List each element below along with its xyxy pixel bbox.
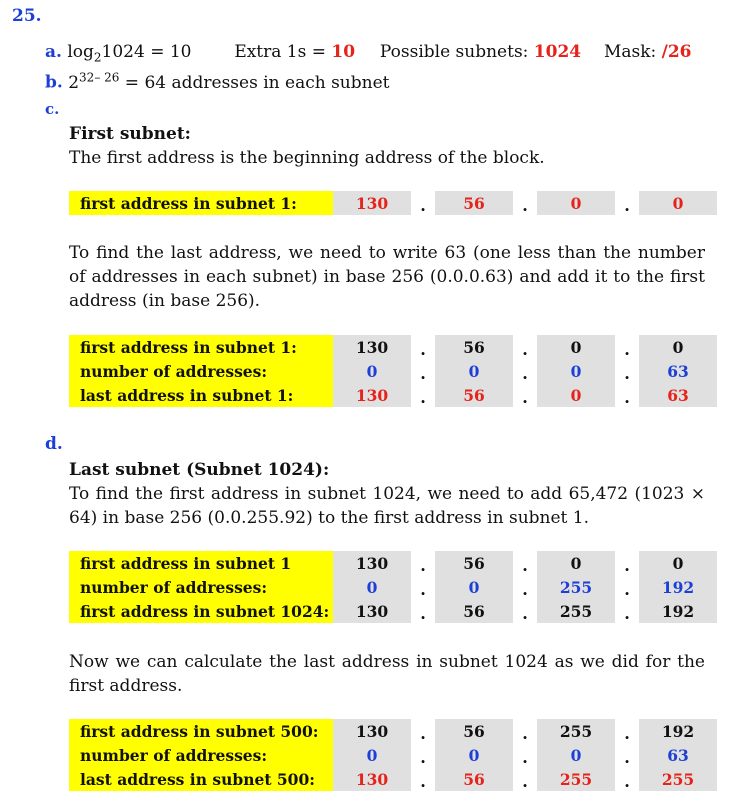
octet-4: 63 bbox=[639, 743, 717, 767]
table-d2 bbox=[69, 719, 717, 791]
octet-3: 0 bbox=[537, 743, 615, 767]
octet-4: 63 bbox=[639, 359, 717, 383]
octet-1: 0 bbox=[333, 359, 411, 383]
octet-separator: . bbox=[522, 364, 528, 383]
log-expression: $\log_21024 = 10$ bbox=[67, 42, 192, 65]
octet-2: 56 bbox=[435, 191, 513, 215]
octet-separator: . bbox=[624, 748, 630, 767]
octet-2: 56 bbox=[435, 383, 513, 407]
table-row bbox=[69, 575, 717, 599]
octet-separator: . bbox=[522, 388, 528, 407]
part-d-label: d. bbox=[45, 434, 63, 454]
table-row bbox=[69, 335, 717, 359]
octet-separator: . bbox=[624, 196, 630, 215]
octet-separator: . bbox=[522, 724, 528, 743]
octet-1: 130 bbox=[333, 383, 411, 407]
octet-3: 0 bbox=[537, 191, 615, 215]
part-c-heading: First subnet: bbox=[69, 124, 191, 144]
row-label: first address in subnet 1: bbox=[69, 335, 333, 359]
part-d-paragraph-2: Now we can calculate the last address in subnet 1024 as we did for the first address. bbox=[69, 652, 705, 696]
octet-separator: . bbox=[522, 604, 528, 623]
octet-separator: . bbox=[624, 772, 630, 791]
octet-1: 130 bbox=[333, 719, 411, 743]
table-row bbox=[69, 359, 717, 383]
row-label: first address in subnet 1024: bbox=[69, 599, 333, 623]
octet-separator: . bbox=[624, 580, 630, 599]
octet-2: 0 bbox=[435, 359, 513, 383]
octet-1: 0 bbox=[333, 575, 411, 599]
octet-4: 192 bbox=[639, 719, 717, 743]
part-d-paragraph: To find the first address in subnet 1024, we need to add 65,472 (1023 × 64) in base 256 (0.0.255.92) to the first address in subnet 1. bbox=[69, 484, 705, 528]
octet-4: 255 bbox=[639, 767, 717, 791]
octet-separator: . bbox=[420, 604, 426, 623]
octet-separator: . bbox=[420, 580, 426, 599]
table-row bbox=[69, 599, 717, 623]
row-label: number of addresses: bbox=[69, 575, 333, 599]
power-expression: $2^{32- 26} = 64$ addresses in each subnet bbox=[68, 70, 390, 93]
octet-separator: . bbox=[624, 388, 630, 407]
table-row bbox=[69, 767, 717, 791]
row-label: first address in subnet 1 bbox=[69, 551, 333, 575]
octet-2: 0 bbox=[435, 743, 513, 767]
octet-2: 56 bbox=[435, 719, 513, 743]
part-c-label: c. bbox=[45, 100, 60, 118]
octet-4: 0 bbox=[639, 335, 717, 359]
octet-separator: . bbox=[420, 388, 426, 407]
octet-1: 130 bbox=[333, 767, 411, 791]
octet-4: 0 bbox=[639, 191, 717, 215]
extra-ones: Extra 1s = 10 bbox=[234, 42, 356, 62]
row-label: first address in subnet 500: bbox=[69, 719, 333, 743]
table-row bbox=[69, 743, 717, 767]
octet-2: 56 bbox=[435, 599, 513, 623]
row-label: last address in subnet 500: bbox=[69, 767, 333, 791]
row-label: number of addresses: bbox=[69, 359, 333, 383]
part-b-line bbox=[45, 70, 389, 93]
part-a-label: a. bbox=[45, 42, 62, 62]
part-c-paragraph: To find the last address, we need to write 63 (one less than the number of addresses in each subnet) in base 256 (0.0.0.63) and add it to the first address (in base 256). bbox=[69, 243, 705, 311]
octet-1: 130 bbox=[333, 191, 411, 215]
octet-separator: . bbox=[420, 724, 426, 743]
part-c-intro: The first address is the beginning address of the block. bbox=[69, 148, 545, 168]
octet-2: 0 bbox=[435, 575, 513, 599]
octet-separator: . bbox=[420, 748, 426, 767]
octet-separator: . bbox=[420, 364, 426, 383]
octet-3: 0 bbox=[537, 551, 615, 575]
octet-separator: . bbox=[420, 340, 426, 359]
octet-separator: . bbox=[624, 604, 630, 623]
octet-4: 63 bbox=[639, 383, 717, 407]
mask: Mask: /26 bbox=[603, 42, 692, 62]
table-row bbox=[69, 191, 717, 215]
problem-number: 25. bbox=[12, 6, 42, 26]
octet-3: 255 bbox=[537, 767, 615, 791]
octet-separator: . bbox=[420, 772, 426, 791]
octet-1: 0 bbox=[333, 743, 411, 767]
octet-3: 0 bbox=[537, 359, 615, 383]
octet-separator: . bbox=[522, 772, 528, 791]
octet-1: 130 bbox=[333, 551, 411, 575]
possible-subnets: Possible subnets: 1024 bbox=[379, 42, 582, 62]
row-label: first address in subnet 1: bbox=[69, 191, 333, 215]
octet-separator: . bbox=[624, 556, 630, 575]
octet-separator: . bbox=[522, 340, 528, 359]
table-row bbox=[69, 719, 717, 743]
octet-1: 130 bbox=[333, 599, 411, 623]
octet-separator: . bbox=[624, 364, 630, 383]
octet-1: 130 bbox=[333, 335, 411, 359]
table-c2 bbox=[69, 335, 717, 407]
table-c1 bbox=[69, 191, 717, 215]
octet-4: 192 bbox=[639, 599, 717, 623]
octet-2: 56 bbox=[435, 335, 513, 359]
octet-3: 255 bbox=[537, 719, 615, 743]
octet-4: 0 bbox=[639, 551, 717, 575]
row-label: number of addresses: bbox=[69, 743, 333, 767]
part-b-label: b. bbox=[45, 72, 63, 93]
octet-separator: . bbox=[522, 580, 528, 599]
octet-separator: . bbox=[522, 556, 528, 575]
table-row bbox=[69, 551, 717, 575]
octet-3: 255 bbox=[537, 575, 615, 599]
octet-separator: . bbox=[522, 748, 528, 767]
octet-separator: . bbox=[624, 724, 630, 743]
table-d1 bbox=[69, 551, 717, 623]
part-a-line bbox=[45, 42, 692, 64]
octet-separator: . bbox=[522, 196, 528, 215]
octet-3: 0 bbox=[537, 383, 615, 407]
row-label: last address in subnet 1: bbox=[69, 383, 333, 407]
octet-2: 56 bbox=[435, 551, 513, 575]
octet-3: 255 bbox=[537, 599, 615, 623]
table-row bbox=[69, 383, 717, 407]
part-d-heading: Last subnet (Subnet 1024): bbox=[69, 460, 330, 480]
octet-4: 192 bbox=[639, 575, 717, 599]
octet-2: 56 bbox=[435, 767, 513, 791]
octet-3: 0 bbox=[537, 335, 615, 359]
octet-separator: . bbox=[624, 340, 630, 359]
octet-separator: . bbox=[420, 556, 426, 575]
octet-separator: . bbox=[420, 196, 426, 215]
